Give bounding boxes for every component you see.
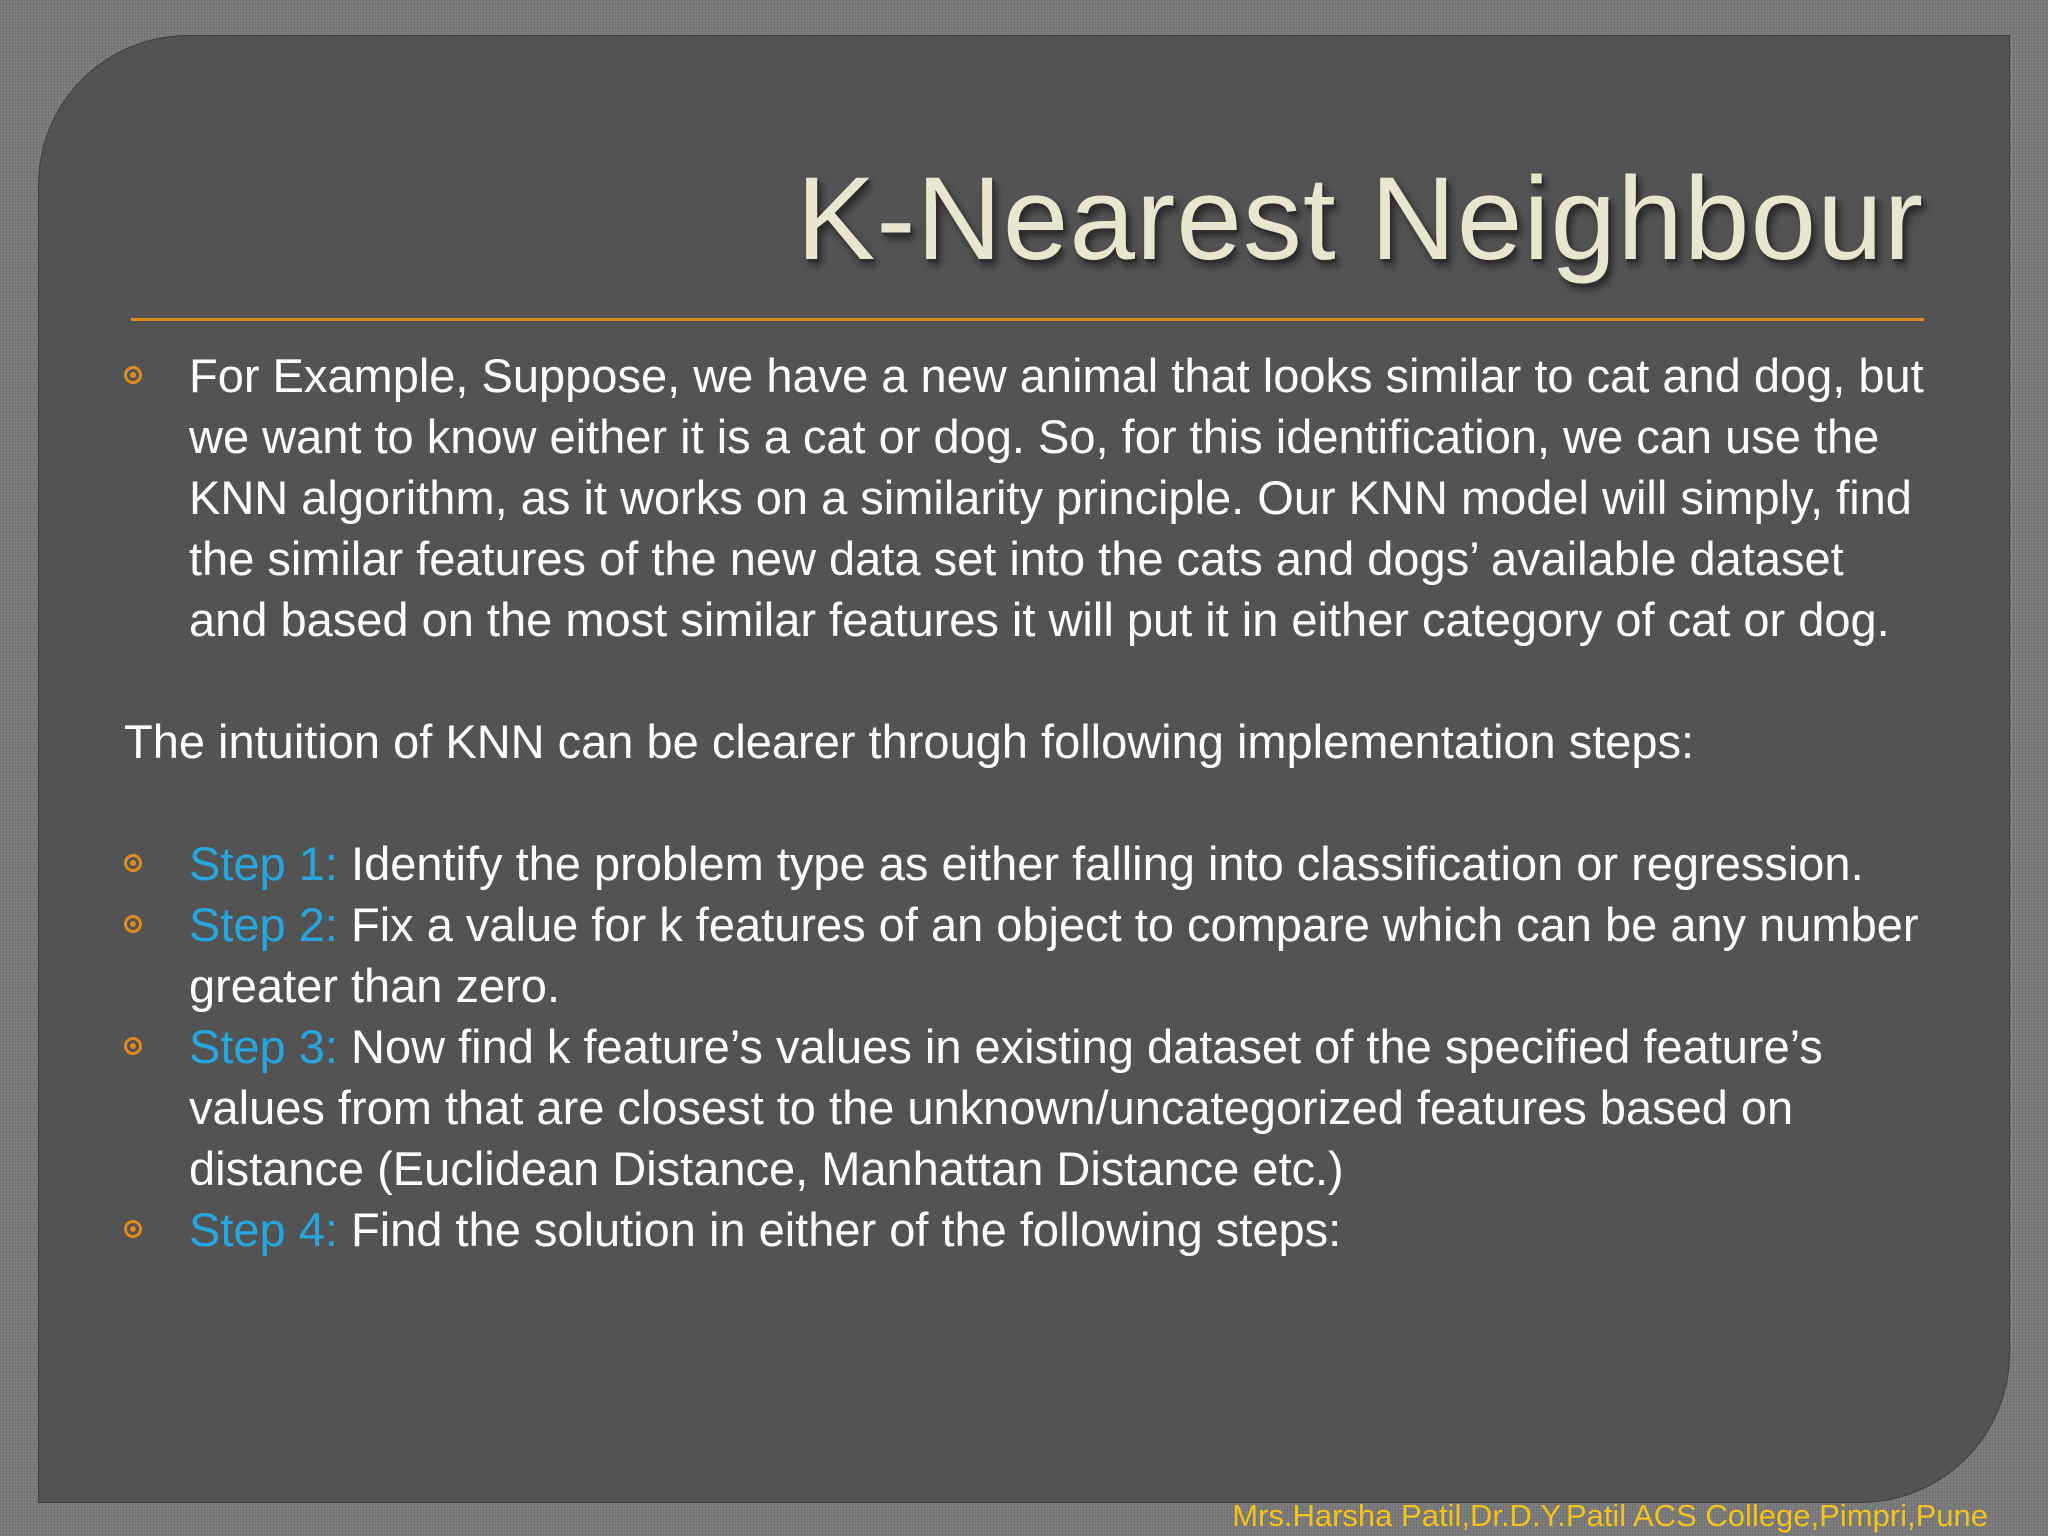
step-1-label: Step 1:: [189, 837, 338, 890]
step-3-label: Step 3:: [189, 1020, 338, 1073]
circle-bullet-icon: [124, 1220, 142, 1238]
step-4-text: Find the solution in either of the following steps:: [351, 1203, 1342, 1256]
example-text: For Example, Suppose, we have a new animal that looks similar to cat and dog, but we want to know either it is a cat or dog. So, for this identification, we can use the KNN algorithm, as it works on a similarity principle. Our KNN model will simply, find the similar features of the new data set into the cats and dogs’ available dataset and based on the most similar features it will put it in either category of cat or dog.: [189, 349, 1924, 646]
step-4-item: [124, 1199, 1934, 1260]
circle-bullet-icon: [124, 1037, 142, 1055]
step-3-text: Now find k feature’s values in existing dataset of the specified feature’s values from that are closest to the unknown/uncategorized features based on distance (Euclidean Distance, Manhattan Distance etc.): [189, 1020, 1823, 1195]
slide-footer: Mrs.Harsha Patil,Dr.D.Y.Patil ACS College,Pimpri,Pune: [1232, 1498, 1988, 1533]
slide-title: K-Nearest Neighbour: [796, 153, 1924, 285]
circle-bullet-icon: [124, 854, 142, 872]
circle-bullet-icon: [124, 915, 142, 933]
example-bullet: [124, 345, 1934, 650]
slide-body: [124, 345, 1934, 1260]
step-1-item: [124, 833, 1934, 894]
spacer: [124, 772, 1934, 833]
title-underline: [131, 318, 1924, 321]
step-3-item: [124, 1016, 1934, 1199]
spacer: [124, 650, 1934, 711]
circle-bullet-icon: [124, 366, 142, 384]
intro-text: The intuition of KNN can be clearer through following implementation steps:: [124, 715, 1695, 768]
step-2-label: Step 2:: [189, 898, 338, 951]
step-4-label: Step 4:: [189, 1203, 338, 1256]
step-2-item: [124, 894, 1934, 1016]
step-1-text: Identify the problem type as either falling into classification or regression.: [351, 837, 1864, 890]
step-2-text: Fix a value for k features of an object to compare which can be any number greater than zero.: [189, 898, 1919, 1012]
